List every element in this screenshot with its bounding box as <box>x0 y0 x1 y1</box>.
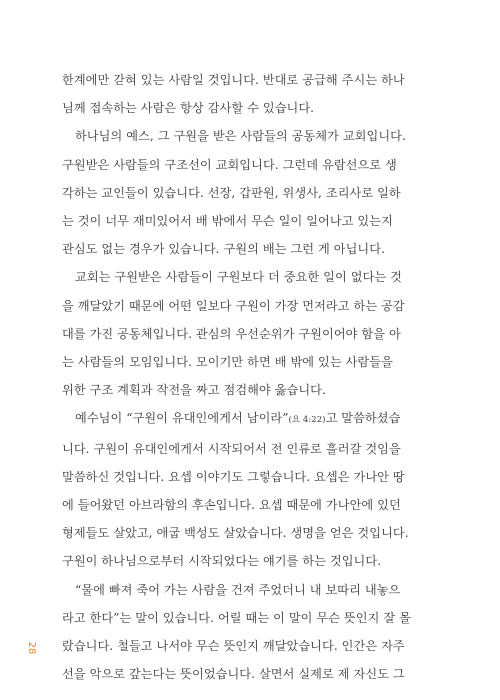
text-line: 위한 구조 계획과 작전을 짜고 점검해야 옳습니다. <box>62 383 326 398</box>
paragraph-3 <box>62 263 466 404</box>
text-line: “물에 빠져 죽어 가는 사람을 건져 주었더니 내 보따리 내놓으 <box>75 582 401 597</box>
text-line: 한계에만 갇혀 있는 사람일 것입니다. 반대로 공급해 주시는 하나 <box>62 73 405 87</box>
paragraph-5 <box>62 576 466 689</box>
text-line: 구원받은 사람들의 구조선이 교회입니다. 그런데 유람선으로 생 <box>62 157 397 172</box>
text-line: 형제들도 살았고, 애굽 백성도 살았습니다. 생명을 얻은 것입니다. <box>62 526 409 541</box>
paragraph-1 <box>62 66 466 122</box>
text-line: 는 사람들의 모임입니다. 모이기만 하면 배 밖에 있는 사람들을 <box>62 355 393 370</box>
text-line: 니다. 구원이 유대인에게서 시작되어서 전 인류로 흘러갈 것임을 <box>62 441 401 456</box>
text-line: 라고 한다”는 말이 있습니다. 어릴 때는 이 말이 무슨 뜻인지 잘 몰 <box>62 610 411 625</box>
text-line: 교회는 구원받은 사람들이 구원보다 더 중요한 일이 없다는 것 <box>75 270 402 285</box>
text-line: 구원이 하나님으로부터 시작되었다는 얘기를 하는 것입니다. <box>62 554 382 569</box>
text-line: 하나님의 예스, 그 구원을 받은 사람들의 공동체가 교회입니다. <box>75 129 406 144</box>
paragraph-2 <box>62 122 466 263</box>
text-line: 을 깨달았기 때문에 어떤 일보다 구원이 가장 먼저라고 하는 공감 <box>62 298 405 313</box>
text-line <box>62 404 466 434</box>
text-line: 는 것이 너무 재미있어서 배 밖에서 무슨 일이 일어나고 있는지 <box>62 214 393 229</box>
scripture-reference: (요 4:22) <box>288 415 326 426</box>
paragraph-4 <box>62 404 466 575</box>
quote-continuation: 고 말씀하셨습 <box>325 411 401 426</box>
text-line: 관심도 없는 경우가 있습니다. 구원의 배는 그런 게 아닙니다. <box>62 242 385 257</box>
text-line: 말씀하신 것입니다. 요셉 이야기도 그렇습니다. 요셉은 가나안 땅 <box>62 469 405 484</box>
text-line: 에 들어왔던 아브라함의 후손입니다. 요셉 때문에 가나안에 있던 <box>62 498 401 513</box>
quote-text: 예수님이 “구원이 유대인에게서 남이라” <box>75 411 289 426</box>
text-line: 대를 가진 공동체입니다. 관심의 우선순위가 구원이어야 함을 아 <box>62 326 401 341</box>
body-text <box>62 66 466 688</box>
text-line: 랐습니다. 철들고 나서야 무슨 뜻인지 깨달았습니다. 인간은 자주 <box>62 639 405 654</box>
text-line: 님께 접속하는 사람은 항상 감사할 수 있습니다. <box>62 101 315 116</box>
text-line: 선을 악으로 갚는다는 뜻이었습니다. 살면서 실제로 제 자신도 그 <box>62 667 405 682</box>
text-line: 각하는 교인들이 있습니다. 선장, 갑판원, 위생사, 조리사로 일하 <box>62 185 401 200</box>
page-number: 28 <box>26 641 38 655</box>
